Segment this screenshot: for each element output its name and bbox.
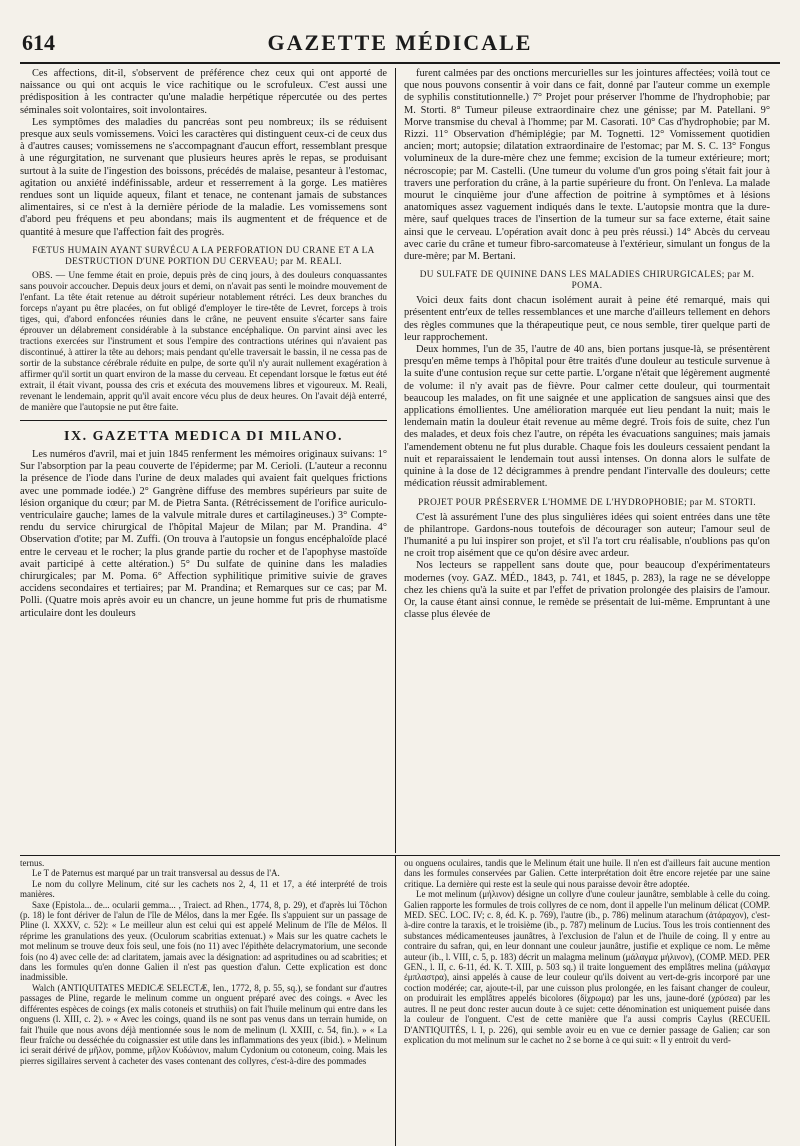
paragraph: furent calmées par des onctions mercurielles sur les jointures affectées; voilà tout ce que nous pouvons consentir à voir dans ce fait, donné par l'auteur comme un exemple de syphilis constitutionnelle.) 7° Projet pour préserver l'homme de l'hydrophobie; par M. Storti. 8° Tumeur pileuse extraordinaire chez une génisse; par M. Patellani. 9° Morve transmise du cheval à l'homme; par M. Casorati. 10° Cas d'hydrophobie; par M. Rizzi. 11° Observation d'hémiplégie; par M. Tognetti. 12° Vomissement quotidien ancien; mort; autopsie; dilatation extraordinaire de l'estomac; par M. S. C. 13° Fongus volumineux de la dure-mère chez une femme; excision de la tumeur extérieure; mort; nécroscopie; par M. Castelli. (Une tumeur du volume d'un gros poing s'était fait jour à travers une perforation du crâne, à la partie supérieure du front. On l'enleva. La malade mourut le cinquième jour d'une affection de poitrine à symptômes et à lésions anatomiques assez vaguement indiqués dans le texte. L'autopsie montra que la dure-mère, sauf quelques traces de l'insertion de la tumeur sur sa face externe, était saine ainsi que le cerveau. L'opération avait donc à peu près réussi.) 14° Abcès du cerveau avec carie du crâne et tumeur fibro-sarcomateuse à l'extérieur, simulant un fongus de la dure-mère; par M. Bertani. [404,68,770,263]
article-heading: DU SULFATE DE QUININE DANS LES MALADIES CHIRURGICALES; par M. POMA. [419,269,755,291]
upper-columns [20,68,780,853]
paragraph: Voici deux faits dont chacun isolément aurait à peine été remarqué, mais qui présentent entr'eux de telles ressemblances et une marche d'ailleurs tellement en dehors des règles communes que la thérapeutique peut, ce nous semble, tirer quelque parti de leur rapprochement. [404,295,770,343]
paragraph: Le nom du collyre Melinum, cité sur les cachets nos 2, 4, 11 et 17, a été interprété de trois manières. [20,878,387,900]
article-heading: PROJET POUR PRÉSERVER L'HOMME DE L'HYDROPHOBIE; par M. STORTI. [418,496,756,507]
paragraph: ou onguens oculaires, tandis que le Melinum était une huile. Il n'en est d'ailleurs fait aucune mention dans les formules conservées par Galien. Cette interprétation doit être encore rejetée par une saine critique. La dernière qui reste est la seule qui nous paraisse devoir être adoptée. [404,858,770,889]
paragraph: Le mot melinum (μήλινον) désigne un collyre d'une couleur jaunâtre, semblable à celle du coing. Galien rapporte les formules de trois collyres de ce nom, dont il appelle l'un melinum délicat (COMP. MED. SEC. LOC. IV; c. 8, éd. K. p. 769), l'autre (ib., p. 786) melinum atarachum (ἀτάραχον), c'est-à-dire contre la taraxis, et le troisième (ib., p. 787) melinum de Lucius. Tous les trois contiennent des substances médicamenteuses jaunâtres, à l'exclusion de l'alun et de l'huile de coing. Il y entre au contraire du safran, qui, en leur donnant une couleur jaunâtre, justifie et explique ce nom. Le même auteur (ib., l. VIII, c. 5, p. 183) décrit un malagma melinum (μάλαγμα μήλινον), (COMP. MED. PER GEN., l. II, c. 6-11, éd. K. T. XIII, p. 503 sq.) il traite longuement des emplâtres melina (μάλαγμα ἐμπλαστρα), ainsi appelés à cause de leur couleur qu'ils doivent au vert-de-gris incorporé par une coction modérée; car, ajoute-t-il, par une cuisson plus prolongée, en les faisant changer de couleur, on produirait les emplâtres appelés bicolores (δίχρωμα) par les uns, jaune-doré (χρύσεα) par les autres. Il ne peut donc rester aucun doute à ce sujet: cette dénomination est uniquement puisée dans la couleur de l'onguent. C'est de cette manière que l'a aussi compris Caylus (RECUEIL D'ANTIQUITÉS, l. I, p. 226), qui semble avoir eu en vue ce dernier passage de Galien; car son explication du mot melinum sur le cachet no 2 se borne à ce qui suit: « Il y entroit du verd- [404,889,770,1045]
masthead-title: GAZETTE MÉDICALE [267,30,533,55]
right-column [395,68,770,853]
paragraph: Walch (ANTIQUITATES MEDICÆ SELECTÆ, Ien., 1772, 8, p. 55, sq.), se fondant sur d'autres passages de Pline, regarde le melinum comme un onguent préparé avec des coings. « Avec les différentes espèces de coings (ex malis cotoneis et struthiis) on fait l'huile melinum qui entre dans les onguens (l. XIII, c. 2). » « Avec les coings, quand ils ne sont pas venus dans un terrain humide, on fait l'huile que nous avons déjà mentionnée sous le nom de melinum (l. XXIII, c. 54, fin.). » « La fleur fraîche ou desséchée du coignassier est utile dans les inflammations des yeux (ibid.). » Melinum ici serait dérivé de μῆλον, pomme, μῆλον Κυδώνιον, malum Cydonium ou cotoneum, coing. Mais les pierres sigillaires servent à cacheter des vases contenant des collyres, c'est-à-dire des pommades [20,982,387,1066]
lower-left-column [20,856,395,1146]
page-number: 614 [22,30,55,55]
article-heading: FŒTUS HUMAIN AYANT SURVÉCU A LA PERFORATION DU CRANE ET A LA DESTRUCTION D'UNE PORTION DU CERVEAU; par M. REALI. [32,244,375,266]
paragraph: Nos lecteurs se rappellent sans doute que, pour beaucoup d'expérimentateurs modernes (voy. GAZ. MÉD., 1843, p. 741, et 1845, p. 283), la rage ne se développe chez les chiens qu'à la suite et par l'effet de privation prolongée des plaisirs de l'amour. Or, la cause étant ainsi connue, le remède se présentait de lui-même. Empruntant à une classe plus élevée de [404,560,770,621]
paragraph: OBS. — Une femme était en proie, depuis près de cinq jours, à des douleurs conquassantes sans pouvoir accoucher. Depuis deux jours et demi, on n'avait pas senti le moindre mouvement de l'enfant. La tête était retenue au détroit supérieur notablement rétréci. Les deux branches du forceps n'ayant pu être placées, on fut obligé d'employer le tire-tête de Levret, forceps à trois tiges, qui, d'abord enfoncées réunies dans le crâne, ne peuvent ensuite s'écarter sans faire éprouver un délabrement considérable à la substance encéphalique. On parvint ainsi avec les tractions exercées sur l'instrument et sous l'empire des contractions utérines qui n'avaient pas discontinué, à attirer la tête au dehors; mais pendant qu'elle traversait le bassin, il ne cessa pas de sortir de la substance cérébrale réduite en pulpe, de sorte qu'il n'y aurait nullement exagération à affirmer qu'il sortit un quart environ de la masse du cerveau. Et cependant lorsque le fœtus eut été extrait, il était vivant, poussa des cris et exécuta des mouvemens libres et vigoureux. M. Reali, revenant le lendemain, apprit qu'il avait encore vécu plus de deux heures. On l'avait déjà enterré, de manière que l'autopsie ne put être faite. [20,270,387,413]
lower-columns [20,855,780,1146]
paragraph: Saxe (Epistola... de... ocularii gemma... , Traiect. ad Rhen., 1774, 8, p. 29), et d'après lui Tôchon (p. 18) le font dériver de l'alun de l'île de Mélos, dans la mer Egée. Ils s'appuient sur un passage de Pline (l. XXXV, c. 52): « Le meilleur alun est celui qui est appelé Melinum de l'île de Mélos. Il réprime les granulations des yeux. (Oculorum scabritias extenuat.) » Mais sur les quatre cachets le mot melinum se trouve deux fois seul, une fois (no 11) avec l'épithète delacrymatorium, une seconde fois (no 4) avec celle de: ad claritatem, jamais avec la désignation: ad aspritudines ou ad scabrities; et dans les formules qu'en donne Galien il n'est pas question d'alun. Cette explication est donc inadmissible. [20,899,387,983]
page-header [20,28,780,64]
paragraph: Les numéros d'avril, mai et juin 1845 renferment les mémoires originaux suivans: 1° Sur l'absorption par la peau couverte de l'épiderme; par M. Cerioli. (L'auteur a reconnu la présence de l'iode dans l'urine de deux malades qui avaient fait quelques frictions avec une pommade iodée.) 2° Gangrène diffuse des membres supérieurs par suite de lésion organique du cœur; par M. de Pietra Santa. (Rétrécissement de l'orifice auriculo-ventriculaire gauche; lames de la valvule mitrale dures et cartilagineuses.) 3° Compte-rendu du service chirurgical de l'hôpital Majeur de Milan; par M. Prandina. 4° Observation d'otite; par M. Zuffi. (On trouva à l'autopsie un fongus encéphaloïde placé entre le cerveau et le rocher; la plus grande partie du rocher et de l'apophyse mastoïde avait participé à cette altération.) 5° Du sulfate de quinine dans les maladies chirurgicales; par M. Poma. 6° Affection syphilitique primitive suivie de graves accidens secondaires et tertiaires; par M. Prandina; et Remarques sur ce cas; par M. Polli. (Quatre mois après avoir eu un chancre, un jeune homme fut pris de rhumatisme articulaire dont les douleurs [20,449,387,619]
paragraph: C'est là assurément l'une des plus singulières idées qui soient entrées dans une tête de philantrope. Gardons-nous toutefois de décourager son auteur; l'amour seul de l'humanité a pu lui inspirer son projet, et s'il l'a tort cru réalisable, n'oublions pas qu'on ne croit trop aisément que ce qu'on désire avec ardeur. [404,511,770,560]
divider [20,420,387,421]
paragraph: Deux hommes, l'un de 35, l'autre de 40 ans, bien portans jusque-là, se présentèrent presqu'en même temps à l'hôpital pour être traités d'une douleur au testicule survenue à la suite d'une contusion reçue sur cette partie. L'organe n'était que légèrement augmenté de volume: il n'y avait pas de fièvre. Pour calmer cette douleur, qui tourmentait beaucoup les malades, on fit une saignée et une application de sangsues ainsi que des applications émollientes. Une amélioration marquée eut lieu pendant la nuit; mais le lendemain matin la douleur était revenue au même degré. Trois fois de suite, chez l'un des malades, et deux fois chez l'autre, on répéta les évacuations sanguines; mais jamais l'amendement obtenu ne fut plus durable. Chaque fois les douleurs cessaient pendant la nuit et reparaissaient le lendemain tout aussi intenses. On donna alors le sulfate de quinine à la dose de 12 décigrammes à prendre pendant l'intervalle des douleurs; cette médication réussit admirablement. [404,344,770,490]
section-title: IX. GAZETTA MEDICA DI MILANO. [64,428,343,444]
paragraph: Les symptômes des maladies du pancréas sont peu nombreux; ils se réduisent presque aux seuls vomissemens. Voici les caractères qui distinguent ceux-ci de ceux dus à d'autres causes; vomissemens ne s'accompagnant d'aucun effort, ressemblant presque à une régurgitation, ne survenant que plusieurs heures après le repas, se produisant surtout à la suite de l'ingestion des boissons, précédés de malaise, pesanteur à l'estomac, agitation ou anxiété indéfinissable, ardeur et resserrement à la gorge. Les matières rendues sont un liquide aqueux, filant et tenace, ne contenant jamais de substances alimentaires, si ce n'est à la dernière période de la maladie. Les vomissemens sont d'abord peu fréquens et peu abondans; mais ils augmentent et de fréquence et de quantité à mesure que l'affection fait des progrès. [20,116,387,238]
paragraph: Le T de Paternus est marqué par un trait transversal au dessus de l'A. [32,868,280,879]
lower-right-column [395,856,770,1146]
paragraph: Ces affections, dit-il, s'observent de préférence chez ceux qui ont apporté de naissance ou qui ont acquis le vice rachitique ou le scrofuleux. C'est aussi une prédisposition à les contracter qu'une maladie herpétique répercutée ou des pertes séminales soit volontaires, soit involontaires. [20,68,387,116]
paragraph: ternus. [20,858,45,868]
left-column [20,68,395,853]
